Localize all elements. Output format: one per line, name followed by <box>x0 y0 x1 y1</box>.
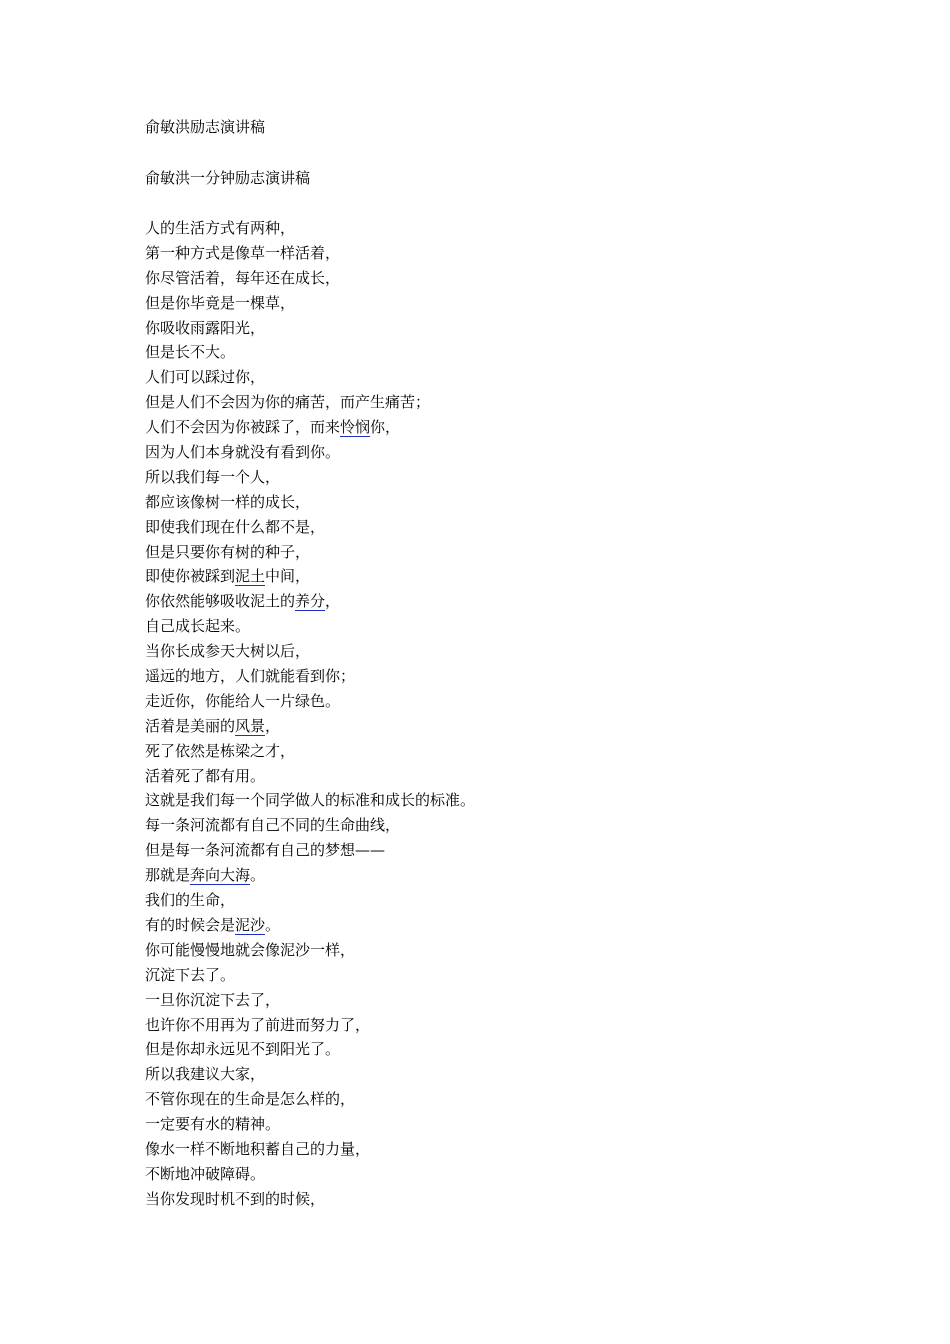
text-line <box>145 838 845 863</box>
keyword-link[interactable]: 泥土 <box>235 567 266 586</box>
document-title: 俞敏洪励志演讲稿 <box>145 118 266 136</box>
keyword-link[interactable]: 养分 <box>295 592 326 611</box>
text-line <box>145 1062 845 1087</box>
text-line <box>145 1162 845 1187</box>
text-line <box>145 465 845 490</box>
text-line <box>145 390 845 415</box>
text-segment: 中间， <box>265 567 311 586</box>
text-line <box>145 639 845 664</box>
text-segment: 当你发现时机不到的时候， <box>145 1189 326 1208</box>
text-line <box>145 1137 845 1162</box>
text-segment: 即使我们现在什么都不是， <box>145 517 326 536</box>
text-segment: 走近你，你能给人一片绿色。 <box>145 691 341 710</box>
text-segment: 不管你现在的生命是怎么样的， <box>145 1090 356 1109</box>
text-segment: 但是你却永远见不到阳光了。 <box>145 1040 341 1059</box>
text-segment: 所以我建议大家， <box>145 1065 266 1084</box>
text-line <box>145 490 845 515</box>
text-segment: 自己成长起来。 <box>145 617 251 636</box>
text-segment: 也许你不用再为了前进而努力了， <box>145 1015 371 1034</box>
text-segment: 活着死了都有用。 <box>145 766 266 785</box>
text-segment: 即使你被踩到 <box>145 567 236 586</box>
text-segment: 你可能慢慢地就会像泥沙一样， <box>145 940 356 959</box>
text-segment: 你依然能够吸收泥土的 <box>145 592 296 611</box>
text-segment: 这就是我们每一个同学做人的标准和成长的标准。 <box>145 791 476 810</box>
text-line <box>145 764 845 789</box>
keyword-link[interactable]: 风景 <box>235 716 266 735</box>
text-segment: 每一条河流都有自己不同的生命曲线， <box>145 816 401 835</box>
text-line <box>145 440 845 465</box>
speech-body <box>145 216 845 1212</box>
text-segment: 一定要有水的精神。 <box>145 1115 281 1134</box>
text-segment: 不断地冲破障碍。 <box>145 1164 266 1183</box>
text-segment: ， <box>325 592 341 611</box>
text-segment: 但是你毕竟是一棵草， <box>145 293 296 312</box>
text-line <box>145 913 845 938</box>
keyword-link[interactable]: 奔向大海 <box>190 866 251 885</box>
text-segment: 但是每一条河流都有自己的梦想—— <box>145 841 386 860</box>
text-segment: 一旦你沉淀下去了， <box>145 990 281 1009</box>
text-segment: 第一种方式是像草一样活着， <box>145 243 341 262</box>
keyword-link[interactable]: 怜悯 <box>340 418 371 437</box>
text-segment: 当你长成参天大树以后， <box>145 642 311 661</box>
text-segment: 像水一样不断地积蓄自己的力量， <box>145 1139 371 1158</box>
text-line <box>145 540 845 565</box>
text-line <box>145 316 845 341</box>
text-line <box>145 1013 845 1038</box>
text-line <box>145 291 845 316</box>
text-segment: 但是只要你有树的种子， <box>145 542 311 561</box>
text-line <box>145 739 845 764</box>
text-line <box>145 1037 845 1062</box>
text-line <box>145 888 845 913</box>
text-line <box>145 515 845 540</box>
text-line <box>145 988 845 1013</box>
text-line <box>145 863 845 888</box>
text-line <box>145 963 845 988</box>
text-segment: 我们的生命， <box>145 891 236 910</box>
text-segment: 活着是美丽的 <box>145 716 236 735</box>
text-segment: 人们可以踩过你， <box>145 368 266 387</box>
text-line <box>145 614 845 639</box>
text-line <box>145 216 845 241</box>
text-segment: 你尽管活着，每年还在成长， <box>145 268 341 287</box>
keyword-link[interactable]: 泥沙 <box>235 915 266 934</box>
text-line <box>145 1187 845 1212</box>
text-segment: 那就是 <box>145 866 191 885</box>
text-segment: ， <box>265 716 281 735</box>
text-segment: 但是人们不会因为你的痛苦，而产生痛苦； <box>145 393 431 412</box>
text-line <box>145 689 845 714</box>
text-line <box>145 415 845 440</box>
text-segment: 。 <box>250 866 266 885</box>
text-segment: 沉淀下去了。 <box>145 965 236 984</box>
text-segment: 遥远的地方，人们就能看到你； <box>145 667 356 686</box>
text-line <box>145 664 845 689</box>
text-line <box>145 365 845 390</box>
text-line <box>145 813 845 838</box>
text-line <box>145 788 845 813</box>
text-line <box>145 340 845 365</box>
text-segment: 人们不会因为你被踩了，而来 <box>145 418 341 437</box>
text-line <box>145 1087 845 1112</box>
text-segment: 。 <box>265 915 281 934</box>
text-segment: 因为人们本身就没有看到你。 <box>145 443 341 462</box>
text-segment: 你吸收雨露阳光， <box>145 318 266 337</box>
text-line <box>145 266 845 291</box>
text-segment: 所以我们每一个人， <box>145 467 281 486</box>
text-segment: 但是长不大。 <box>145 343 236 362</box>
text-segment: 死了依然是栋梁之才， <box>145 741 296 760</box>
text-segment: 有的时候会是 <box>145 915 236 934</box>
text-segment: 都应该像树一样的成长， <box>145 492 311 511</box>
document-subtitle: 俞敏洪一分钟励志演讲稿 <box>145 169 311 187</box>
text-line <box>145 938 845 963</box>
text-segment: 人的生活方式有两种， <box>145 219 296 237</box>
text-line <box>145 1112 845 1137</box>
text-line <box>145 241 845 266</box>
text-segment: 你， <box>370 418 401 437</box>
text-line <box>145 589 845 614</box>
text-line <box>145 564 845 589</box>
text-line <box>145 714 845 739</box>
